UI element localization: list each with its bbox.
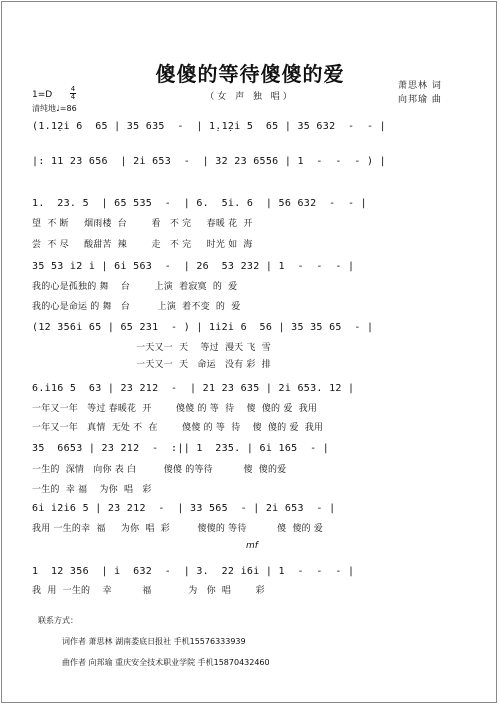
system-8-notes: 6i̇ i̇2i̇6 5 | 23 212 - | 33 565 - | 2i̇ 653 - | <box>32 503 336 514</box>
system-7-lyrics-verse-2: 一生的 幸 福 为你 唱 彩 <box>32 485 152 495</box>
system-6-lyrics-verse-2: 一年又一年 真情 无处 不 在 傻傻 的 等 待 傻 傻的 爱 我用 <box>32 423 324 433</box>
lyricist-credit: 萧思林 词 <box>398 81 442 91</box>
contact-composer: 曲作者 向邦瑜 重庆安全技术职业学院 手机15870432460 <box>62 658 270 667</box>
dynamic-mark: mf <box>246 541 258 551</box>
contact-label: 联系方式： <box>38 616 78 625</box>
system-3-lyrics-verse-2: 尝 不 尽 酸甜苦 辣 走 不 完 时光 如 海 <box>32 240 253 250</box>
system-6-lyrics-verse-1: 一年又一年 等过 春暖花 开 傻傻 的 等 待 傻 傻的 爱 我用 <box>32 404 318 414</box>
system-9-lyrics-verse-1: 我 用 一生的 幸 福 为 你 唱 彩 <box>32 586 265 596</box>
system-5-lyrics-verse-1: 一天又一 天 等过 漫天 飞 雪 <box>32 343 271 353</box>
contact-lyricist: 词作者 萧思林 湖南娄底日报社 手机15576333939 <box>62 637 246 646</box>
system-4-lyrics-verse-2: 我的心是命运 的 舞 台 上演 着不变 的 爱 <box>32 302 241 312</box>
time-signature <box>70 86 76 101</box>
system-7-notes: 35 6653 | 23 212 - :|| 1 235. | 6i̇ 165 - | <box>32 443 330 454</box>
system-5-lyrics-verse-2: 一天又一 天 命运 没有 彩 排 <box>32 360 271 370</box>
system-7-lyrics-verse-1: 一生的 深情 向你 表 白 傻傻 的等待 傻 傻的爱 <box>32 465 287 475</box>
system-1-notes: (1.1̣2i̇ 6 65 | 35 635 - | 1̣.1̣2i̇ 5 65 | 35 632 - - | <box>32 121 386 132</box>
composer-credit: 向邦瑜 曲 <box>398 95 442 105</box>
performance-note: （女 声 独 唱） <box>205 92 295 102</box>
system-3-lyrics-verse-1: 望 不 断 烟雨楼 台 看 不 完 春暖 花 开 <box>32 219 253 229</box>
system-6-notes: 6.i̇16 5 63 | 23 212 - | 21 23 635 | 2i̇ 653. 12 | <box>32 383 355 394</box>
system-5-notes: (12 356i̇ 65 | 65 231 - ) | 1i̇2i̇ 6 56 | 35 35 65 - | <box>32 322 374 333</box>
system-2-notes: |: 11 23 656 | 2i̇ 653 - | 32 23 6556 | 1 - - - ) | <box>32 156 386 167</box>
tempo-marking: 清纯地♩=86 <box>32 104 77 113</box>
system-8-lyrics-verse-1: 我用 一生的幸 福 为你 唱 彩 傻傻的 等待 傻 傻的 爱 <box>32 524 324 534</box>
time-signature-top: 4 <box>70 85 76 93</box>
system-9-notes: 1 12 356 | i̇ 632 - | 3. 22 i̇6i̇ | 1 - - - | <box>32 566 355 577</box>
system-4-lyrics-verse-1: 我的心是孤独的 舞 台 上演 着寂寞 的 爱 <box>32 282 238 292</box>
time-signature-bottom: 4 <box>70 93 76 101</box>
key-signature: 1=D <box>32 90 53 100</box>
system-3-notes: 1. 23. 5 | 65 535 - | 6. 5i. 6 | 56 632 - - | <box>32 198 367 209</box>
system-4-notes: 35 53 i̇2 i̇ | 6i̇ 563 - | 26 53 232 | 1 - - - | <box>32 261 355 272</box>
song-title: 傻傻的等待傻傻的爱 <box>155 62 345 86</box>
